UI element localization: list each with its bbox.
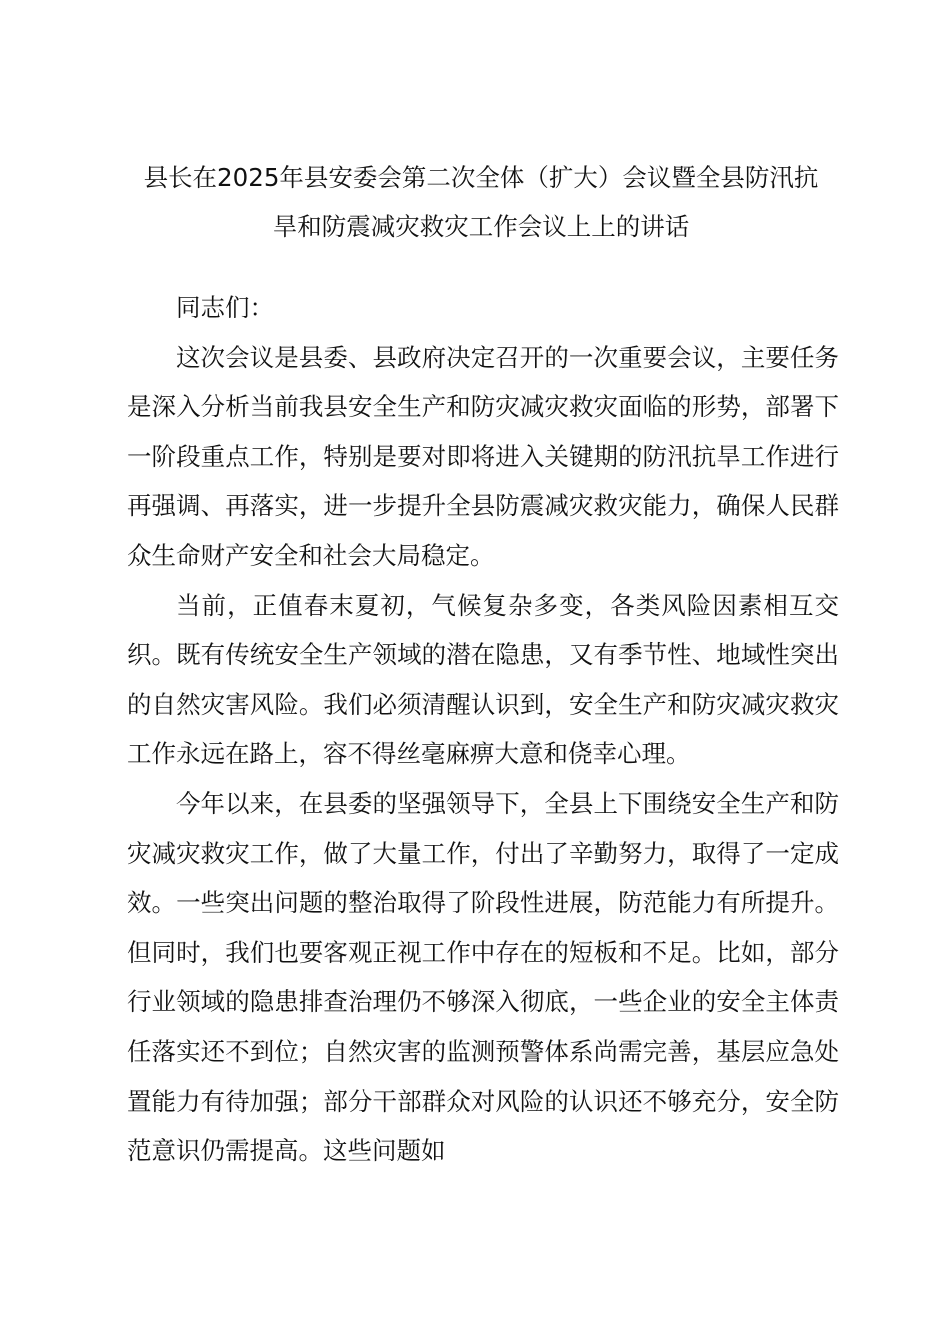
document-body [127, 283, 839, 1176]
salutation: 同志们： [176, 293, 274, 322]
paragraph-3: 今年以来，在县委的坚强领导下，全县上下围绕安全生产和防灾减灾救灾工作，做了大量工作，付出了辛勤努力，取得了一定成效。一些突出问题的整治取得了阶段性进展，防范能力有所提升。但同时，我们也要客观正视工作中存在的短板和不足。比如，部分行业领域的隐患排查治理仍不够深入彻底，一些企业的安全主体责任落实还不到位；自然灾害的监测预警体系尚需完善，基层应急处置能力有待加强；部分干部群众对风险的认识还不够充分，安全防范意识仍需提高。这些问题如 [127, 788, 839, 1166]
document-title-line-2: 旱和防震减灾救灾工作会议上上的讲话 [272, 212, 690, 241]
paragraph-2: 当前，正值春末夏初，气候复杂多变，各类风险因素相互交织。既有传统安全生产领域的潜在隐患，又有季节性、地域性突出的自然灾害风险。我们必须清醒认识到，安全生产和防灾减灾救灾工作永远在路上，容不得丝毫麻痹大意和侥幸心理。 [127, 590, 839, 769]
document-title-line-1: 县长在2025年县安委会第二次全体（扩大）会议暨全县防汛抗 [143, 163, 819, 192]
paragraph-1: 这次会议是县委、县政府决定召开的一次重要会议，主要任务是深入分析当前我县安全生产和防灾减灾救灾面临的形势，部署下一阶段重点工作，特别是要对即将进入关键期的防汛抗旱工作进行再强调、再落实，进一步提升全县防震减灾救灾能力，确保人民群众生命财产安全和社会大局稳定。 [127, 342, 839, 570]
